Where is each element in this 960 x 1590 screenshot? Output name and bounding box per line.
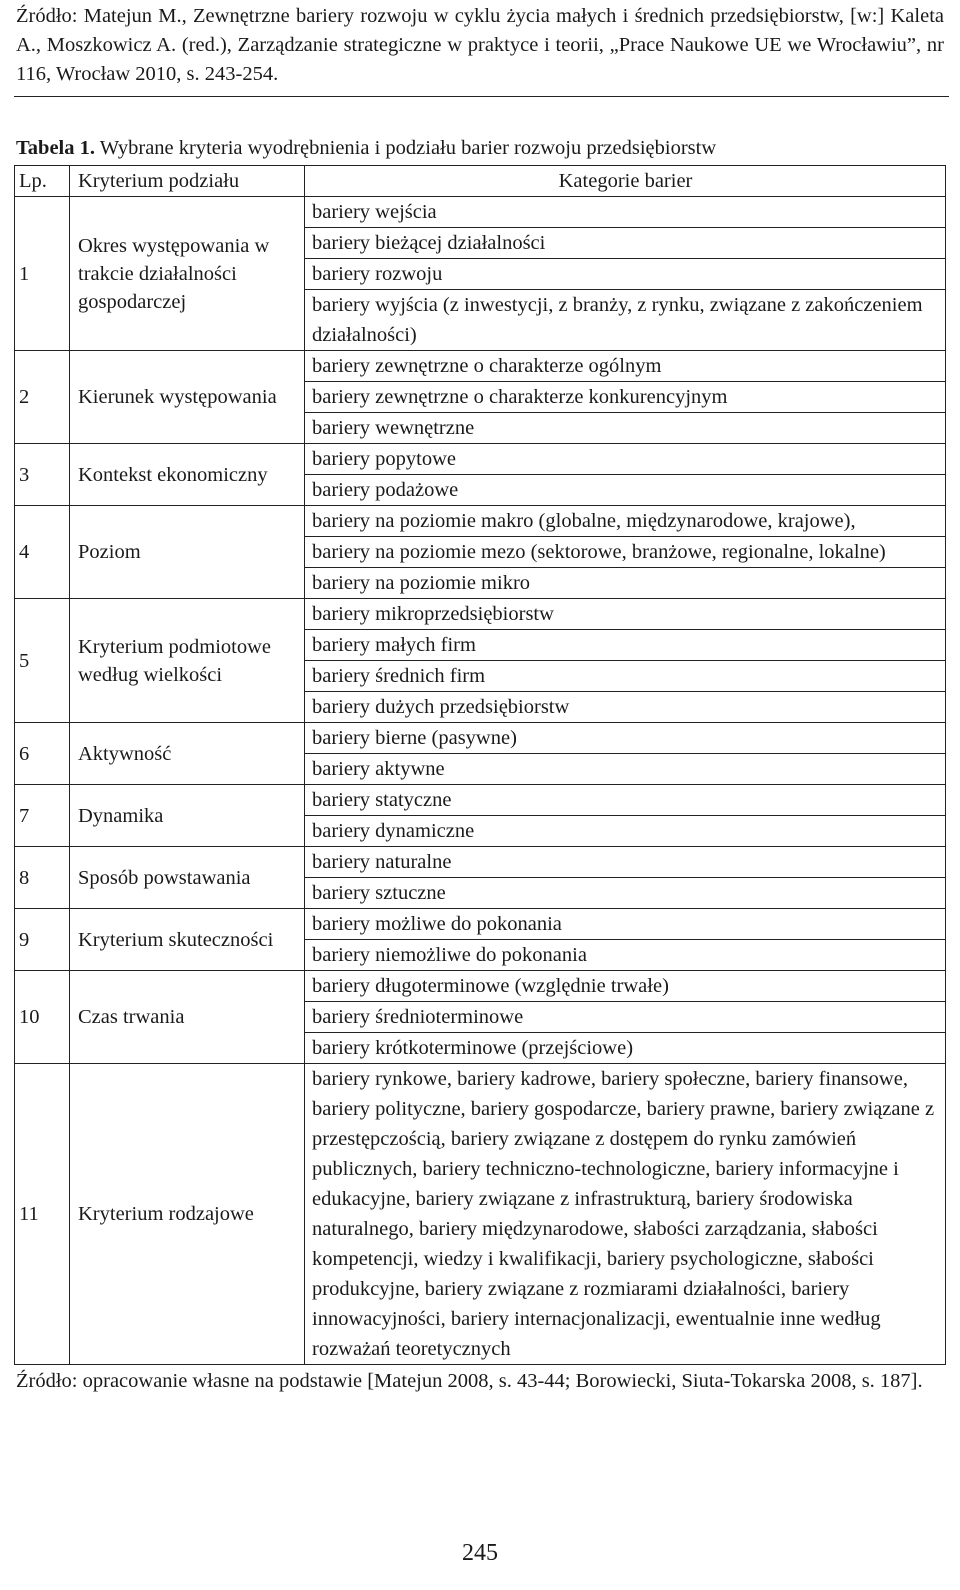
row-kategoria: bariery dużych przedsiębiorstw [305, 692, 946, 723]
row-kategoria: bariery popytowe [305, 444, 946, 475]
row-kategoria: bariery wyjścia (z inwestycji, z branży, z rynku, związane z zakończeniem działalności) [305, 290, 946, 351]
table-caption-text: Wybrane kryteria wyodrębnienia i podziału barier rozwoju przedsiębiorstw [95, 137, 717, 159]
table-caption [14, 135, 946, 161]
row-kategoria: bariery małych firm [305, 630, 946, 661]
row-kategoria: bariery naturalne [305, 847, 946, 878]
row-kategoria: bariery rozwoju [305, 259, 946, 290]
table-caption-label: Tabela 1. [16, 137, 95, 159]
row-kategoria: bariery podażowe [305, 475, 946, 506]
row-kategoria: bariery na poziomie mezo (sektorowe, branżowe, regionalne, lokalne) [305, 537, 946, 568]
table-row [15, 909, 946, 940]
row-kategoria: bariery zewnętrzne o charakterze konkurencyjnym [305, 382, 946, 413]
row-kryterium: Kryterium podmiotowe według wielkości [70, 599, 305, 723]
row-kryterium: Aktywność [70, 723, 305, 785]
row-kategoria: bariery sztuczne [305, 878, 946, 909]
row-kryterium: Czas trwania [70, 971, 305, 1064]
row-kategoria: bariery mikroprzedsiębiorstw [305, 599, 946, 630]
table-row [15, 599, 946, 630]
row-kryterium: Kryterium skuteczności [70, 909, 305, 971]
row-lp: 7 [15, 785, 70, 847]
header-kryterium: Kryterium podziału [70, 166, 305, 197]
row-kategoria: bariery zewnętrzne o charakterze ogólnym [305, 351, 946, 382]
row-kategoria: bariery niemożliwe do pokonania [305, 940, 946, 971]
barriers-table [14, 165, 946, 1365]
row-kryterium: Poziom [70, 506, 305, 599]
row-lp: 4 [15, 506, 70, 599]
header-kategorie: Kategorie barier [305, 166, 946, 197]
table-row [15, 351, 946, 382]
page-number: 245 [462, 1540, 498, 1566]
row-kategoria: bariery średnich firm [305, 661, 946, 692]
row-kategoria: bariery bierne (pasywne) [305, 723, 946, 754]
row-lp: 9 [15, 909, 70, 971]
row-lp: 5 [15, 599, 70, 723]
row-kategoria: bariery aktywne [305, 754, 946, 785]
row-lp: 1 [15, 197, 70, 351]
row-lp: 3 [15, 444, 70, 506]
row-lp: 2 [15, 351, 70, 444]
row-kategoria: bariery na poziomie makro (globalne, międzynarodowe, krajowe), [305, 506, 946, 537]
table-row [15, 971, 946, 1002]
header-rule [14, 96, 949, 97]
row-kategoria: bariery wejścia [305, 197, 946, 228]
table-row [15, 723, 946, 754]
row-kategoria: bariery długoterminowe (względnie trwałe) [305, 971, 946, 1002]
table-row [15, 444, 946, 475]
row-kategoria: bariery dynamiczne [305, 816, 946, 847]
row-kategoria: bariery średnioterminowe [305, 1002, 946, 1033]
table-header-row [15, 166, 946, 197]
row-kryterium: Kontekst ekonomiczny [70, 444, 305, 506]
header-lp: Lp. [15, 166, 70, 197]
row-kryterium: Dynamika [70, 785, 305, 847]
row-lp: 6 [15, 723, 70, 785]
source-header: Źródło: Matejun M., Zewnętrzne bariery rozwoju w cyklu życia małych i średnich przedsiębiorstw, [w:] Kaleta A., Moszkowicz A. (red.), Zarządzanie strategiczne w praktyce i teorii, „Prace Naukowe UE we Wrocławiu”, nr 116, Wrocław 2010, s. 243-254. [16, 5, 944, 85]
row-kategoria: bariery rynkowe, bariery kadrowe, bariery społeczne, bariery finansowe, bariery polityczne, bariery gospodarcze, bariery prawne, bariery związane z przestępczością, bariery związane z dostępem do rynku zamówień publicznych, bariery techniczno-technologiczne, bariery informacyjne i edukacyjne, bariery związane z infrastrukturą, bariery środowiska naturalnego, bariery międzynarodowe, słabości zarządzania, słabości kompetencji, wiedzy i kwalifikacji, bariery psychologiczne, słabości produkcyjne, bariery związane z rozmiarami działalności, bariery innowacyjności, bariery internacjonalizacji, ewentualnie inne według rozważań teoretycznych [305, 1064, 946, 1365]
row-lp: 11 [15, 1064, 70, 1365]
row-kryterium: Kryterium rodzajowe [70, 1064, 305, 1365]
table-row [15, 506, 946, 537]
row-kryterium: Kierunek występowania [70, 351, 305, 444]
row-kategoria: bariery bieżącej działalności [305, 228, 946, 259]
row-kategoria: bariery możliwe do pokonania [305, 909, 946, 940]
row-lp: 8 [15, 847, 70, 909]
row-lp: 10 [15, 971, 70, 1064]
row-kategoria: bariery wewnętrzne [305, 413, 946, 444]
table-row [15, 785, 946, 816]
table-row [15, 1064, 946, 1365]
table-row [15, 847, 946, 878]
table-row [15, 197, 946, 228]
row-kategoria: bariery krótkoterminowe (przejściowe) [305, 1033, 946, 1064]
row-kryterium: Okres występowania w trakcie działalności gospodarczej [70, 197, 305, 351]
source-note: Źródło: opracowanie własne na podstawie [Matejun 2008, s. 43-44; Borowiecki, Siuta-Tokarska 2008, s. 187]. [16, 1370, 923, 1392]
row-kryterium: Sposób powstawania [70, 847, 305, 909]
row-kategoria: bariery statyczne [305, 785, 946, 816]
row-kategoria: bariery na poziomie mikro [305, 568, 946, 599]
